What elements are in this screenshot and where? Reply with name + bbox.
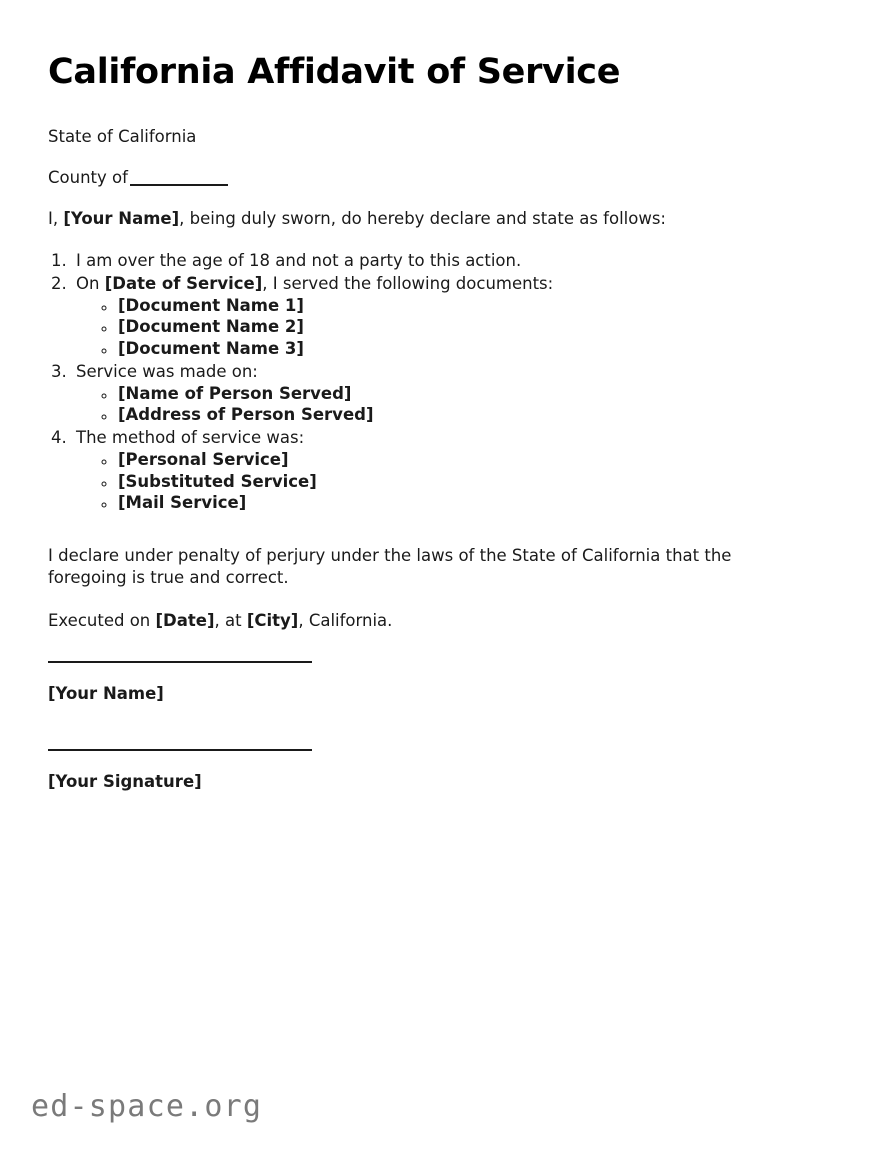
execution-line	[48, 610, 772, 632]
signature-block	[48, 749, 772, 792]
list-item	[116, 316, 772, 338]
signature-line[interactable]	[48, 749, 312, 751]
document-sublist	[76, 295, 772, 360]
list-item	[116, 295, 772, 317]
name-signature-block	[48, 661, 772, 704]
date-placeholder: [Date]	[155, 610, 215, 630]
subitem-label: [Substituted Service]	[118, 471, 317, 491]
subitem-label: [Mail Service]	[118, 493, 247, 513]
site-watermark: ed-space.org	[31, 1089, 263, 1124]
list-item	[116, 404, 772, 426]
item-text: Service was made on:	[76, 361, 258, 381]
subitem-label: [Document Name 2]	[118, 317, 304, 337]
list-item	[116, 449, 772, 471]
list-item	[72, 273, 772, 360]
list-item	[116, 492, 772, 514]
execution-prefix: Executed on	[48, 610, 156, 630]
execution-middle: , at	[214, 610, 247, 630]
item-text: The method of service was:	[76, 428, 305, 448]
date-of-service-placeholder: [Date of Service]	[104, 273, 263, 293]
state-line: State of California	[48, 127, 197, 147]
signature-label: [Your Signature]	[48, 772, 202, 792]
page-title: California Affidavit of Service	[48, 52, 621, 92]
declaration-list	[48, 250, 772, 514]
subitem-label: [Document Name 1]	[118, 295, 304, 315]
county-label: County of	[48, 168, 128, 188]
list-item	[116, 471, 772, 493]
your-name-placeholder: [Your Name]	[63, 209, 180, 229]
county-blank-field[interactable]	[130, 184, 228, 186]
item-prefix: On	[76, 273, 105, 293]
item-suffix: , I served the following documents:	[262, 273, 554, 293]
list-item	[72, 361, 772, 426]
name-signature-line[interactable]	[48, 661, 312, 663]
intro-prefix: I,	[48, 209, 64, 229]
list-item	[72, 250, 772, 272]
item-text: I am over the age of 18 and not a party to this action.	[76, 251, 522, 271]
subitem-label: [Name of Person Served]	[118, 383, 352, 403]
name-signature-label: [Your Name]	[48, 683, 164, 703]
city-placeholder: [City]	[246, 610, 299, 630]
list-item	[116, 338, 772, 360]
subitem-label: [Personal Service]	[118, 449, 289, 469]
perjury-declaration: I declare under penalty of perjury under the laws of the State of California that the foregoing is true and correct.	[48, 546, 732, 588]
execution-suffix: , California.	[298, 610, 393, 630]
subitem-label: [Document Name 3]	[118, 339, 304, 359]
county-line	[48, 167, 772, 189]
intro-suffix: , being duly sworn, do hereby declare and state as follows:	[179, 209, 666, 229]
intro-paragraph	[48, 208, 772, 230]
service-method-sublist	[76, 449, 772, 514]
subitem-label: [Address of Person Served]	[118, 405, 374, 425]
list-item	[116, 383, 772, 405]
served-party-sublist	[76, 383, 772, 427]
list-item	[72, 427, 772, 514]
